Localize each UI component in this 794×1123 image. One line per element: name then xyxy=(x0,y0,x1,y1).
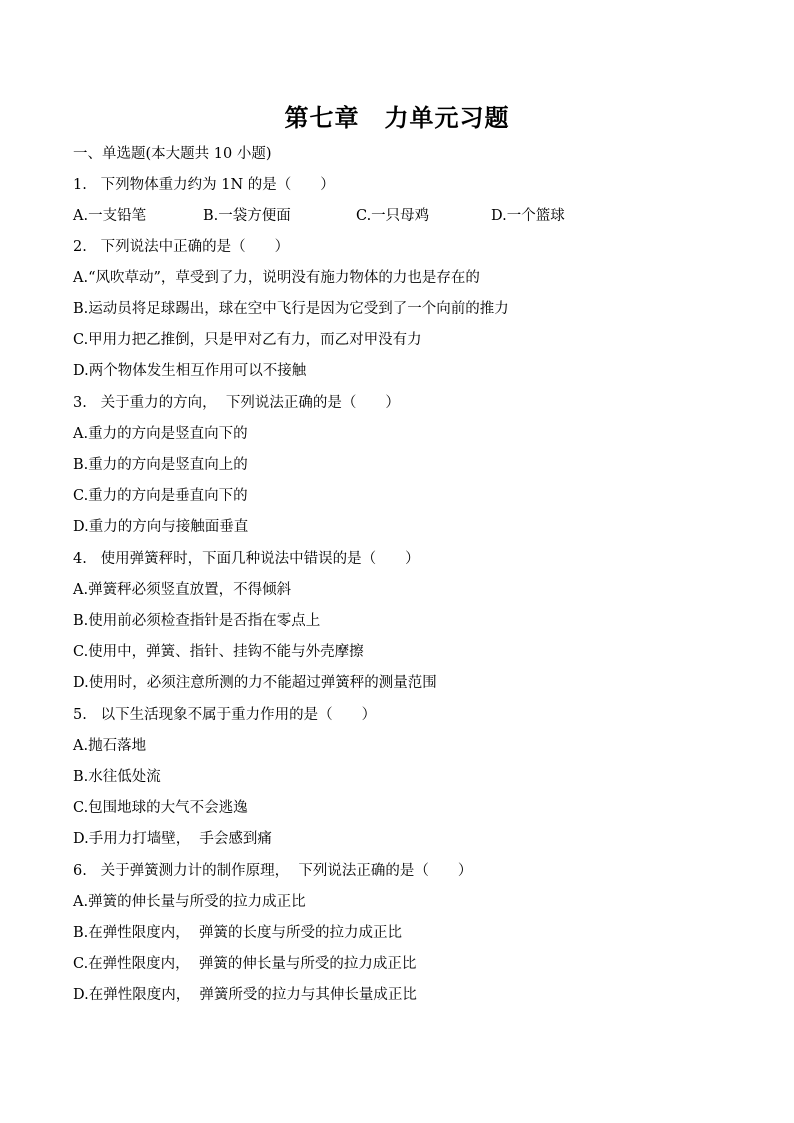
question-2-option-a: A.“风吹草动”，草受到了力，说明没有施力物体的力也是存在的 xyxy=(73,270,480,286)
question-6-option-b: B.在弹性限度内， 弹簧的长度与所受的拉力成正比 xyxy=(73,925,402,941)
question-5-stem: 5. 以下生活现象不属于重力作用的是（ ） xyxy=(73,707,377,723)
question-1-option-a: A.一支铅笔 xyxy=(73,208,147,224)
question-2-option-c: C.甲用力把乙推倒，只是甲对乙有力，而乙对甲没有力 xyxy=(73,332,422,348)
question-3-option-c: C.重力的方向是垂直向下的 xyxy=(73,488,248,504)
question-1-option-d: D.一个篮球 xyxy=(491,208,565,224)
question-3-option-b: B.重力的方向是竖直向上的 xyxy=(73,457,248,473)
question-3-stem: 3. 关于重力的方向， 下列说法正确的是（ ） xyxy=(73,395,400,411)
question-2-option-b: B.运动员将足球踢出，球在空中飞行是因为它受到了一个向前的推力 xyxy=(73,301,509,317)
question-6-option-a: A.弹簧的伸长量与所受的拉力成正比 xyxy=(73,894,306,910)
question-4-option-a: A.弹簧秤必须竖直放置，不得倾斜 xyxy=(73,582,292,598)
question-6-option-d: D.在弹性限度内， 弹簧所受的拉力与其伸长量成正比 xyxy=(73,987,417,1003)
question-6-stem: 6. 关于弹簧测力计的制作原理， 下列说法正确的是（ ） xyxy=(73,863,473,879)
question-6-option-c: C.在弹性限度内， 弹簧的伸长量与所受的拉力成正比 xyxy=(73,956,417,972)
page-title: 第七章 力单元习题 xyxy=(284,104,510,132)
question-1-option-b: B.一袋方便面 xyxy=(203,208,291,224)
question-1-option-c: C.一只母鸡 xyxy=(356,208,430,224)
question-1-stem: 1. 下列物体重力约为 1N 的是（ ） xyxy=(73,177,335,193)
question-2-stem: 2. 下列说法中正确的是（ ） xyxy=(73,239,290,255)
question-5-option-d: D.手用力打墙壁， 手会感到痛 xyxy=(73,831,272,847)
question-2-option-d: D.两个物体发生相互作用可以不接触 xyxy=(73,363,307,379)
question-4-option-b: B.使用前必须检查指针是否指在零点上 xyxy=(73,613,321,629)
question-3-option-a: A.重力的方向是竖直向下的 xyxy=(73,426,248,442)
question-4-stem: 4. 使用弹簧秤时，下面几种说法中错误的是（ ） xyxy=(73,551,420,567)
question-4-option-d: D.使用时，必须注意所测的力不能超过弹簧秤的测量范围 xyxy=(73,675,437,691)
question-4-option-c: C.使用中，弹簧、指针、挂钩不能与外壳摩擦 xyxy=(73,644,364,660)
section-heading: 一、单选题(本大题共 10 小题) xyxy=(73,146,272,162)
question-5-option-c: C.包围地球的大气不会逃逸 xyxy=(73,800,248,816)
question-5-option-a: A.抛石落地 xyxy=(73,738,147,754)
question-5-option-b: B.水往低处流 xyxy=(73,769,161,785)
question-3-option-d: D.重力的方向与接触面垂直 xyxy=(73,519,249,535)
